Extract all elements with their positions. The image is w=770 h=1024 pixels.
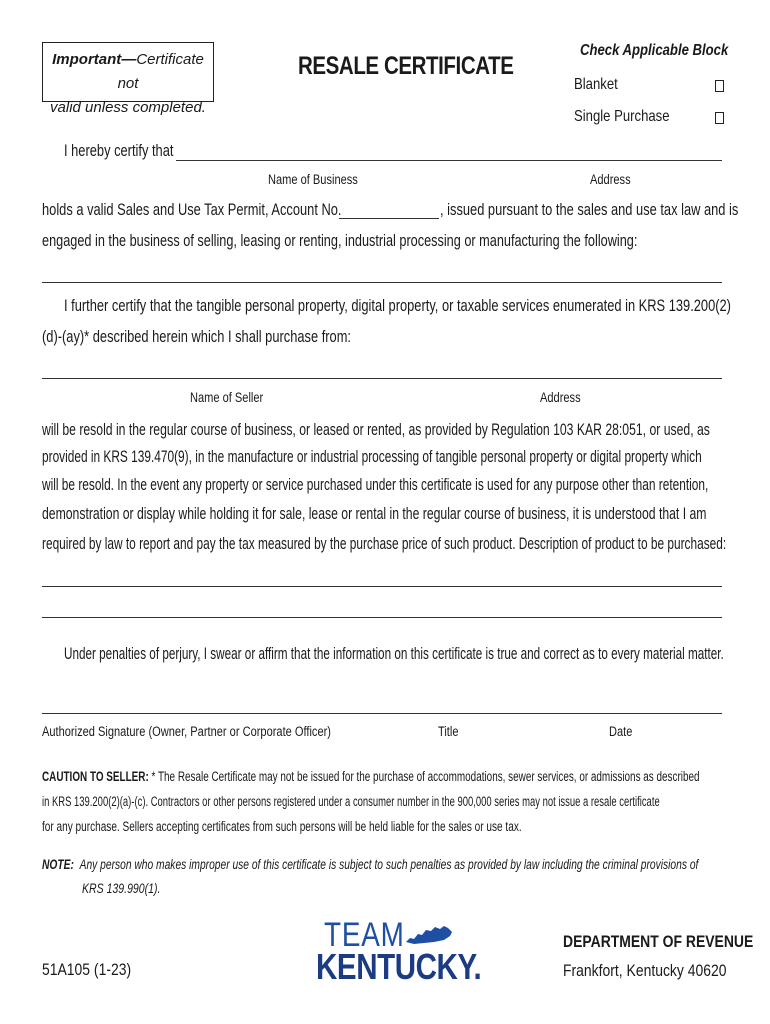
page-title: RESALE CERTIFICATE [298,52,514,80]
perjury-statement: Under penalties of perjury, I swear or affirm that the information on this certificate is true and correct as to every material matter. [64,645,724,663]
further-certify-line1: I further certify that the tangible personal property, digital property, or taxable services enumerated in KRS 139.200(2) [64,297,731,315]
further-certify-line2: (d)-(ay)* described herein which I shall purchase from: [42,328,352,346]
caution-label: CAUTION TO SELLER: [42,769,149,784]
business-description-line[interactable] [42,282,722,283]
business-address-label: Address [590,172,631,187]
kentucky-state-icon [404,924,454,948]
logo-team-text: TEAM [324,916,405,954]
permit-text-a: holds a valid Sales and Use Tax Permit, Account No. [42,201,342,219]
signature-line[interactable] [42,713,722,714]
product-description-line-2[interactable] [42,617,722,618]
notice-line2: valid unless completed. [50,99,206,116]
caution-text1: * The Resale Certificate may not be issued for the purchase of accommodations, sewer services, or admissions as described [148,769,700,784]
resold-line3: will be resold. In the event any property or service purchased under this certificate is used for any purpose other than retention, [42,476,709,494]
product-description-line-1[interactable] [42,586,722,587]
note-line2: KRS 139.990(1). [82,881,161,896]
caution-line2: in KRS 139.200(2)(a)-(c). Contractors or other persons registered under a consumer number in the 900,000 series may not issue a resale certificate [42,794,660,809]
date-label: Date [609,724,633,739]
caution-line1 [42,769,700,784]
blanket-checkbox[interactable] [715,80,724,92]
seller-address-label: Address [540,390,581,405]
form-number: 51A105 (1-23) [42,960,132,979]
signature-label: Authorized Signature (Owner, Partner or Corporate Officer) [42,724,331,739]
note-label: NOTE: [42,857,74,872]
resold-line2: provided in KRS 139.470(9), in the manufacture or industrial processing of tangible personal property or digital property which [42,448,702,466]
resold-line1: will be resold in the regular course of business, or leased or rented, as provided by Regulation 103 KAR 28:051, or used, as [42,421,710,439]
permit-text-b: , issued pursuant to the sales and use tax law and is [440,201,739,219]
notice-dash: — [121,51,137,68]
note-text1: Any person who makes improper use of this certificate is subject to such penalties as provided by law including the criminal provisions of [79,857,699,872]
check-block-heading: Check Applicable Block [580,42,729,59]
department-name: DEPARTMENT OF REVENUE [563,932,754,951]
account-number-line[interactable] [339,218,439,219]
note-line1 [42,857,698,872]
business-name-address-line[interactable] [176,160,722,161]
important-notice-box [42,42,214,116]
title-label: Title [438,724,459,739]
resold-line5: required by law to report and pay the tax measured by the purchase price of such product. Description of product to be purchased: [42,535,727,553]
option-blanket-label: Blanket [574,76,618,93]
resold-line4: demonstration or display while holding it for sale, lease or rental in the regular course of business, it is understood that I am [42,505,707,523]
department-address: Frankfort, Kentucky 40620 [563,961,727,980]
name-of-seller-label: Name of Seller [190,390,264,405]
team-kentucky-logo [316,916,482,987]
engaged-text: engaged in the business of selling, leasing or renting, industrial processing or manufacturing the following: [42,232,638,250]
notice-line1: Certificate not [117,51,204,92]
notice-important: Important [52,51,122,68]
name-of-business-label: Name of Business [268,172,358,187]
logo-kentucky-text: KENTUCKY. [316,946,482,987]
seller-name-address-line[interactable] [42,378,722,379]
certify-intro: I hereby certify that [64,142,174,160]
single-purchase-checkbox[interactable] [715,112,724,124]
option-single-purchase-label: Single Purchase [574,108,670,125]
caution-line3: for any purchase. Sellers accepting certificates from such persons will be held liable for the sales or use tax. [42,819,522,834]
